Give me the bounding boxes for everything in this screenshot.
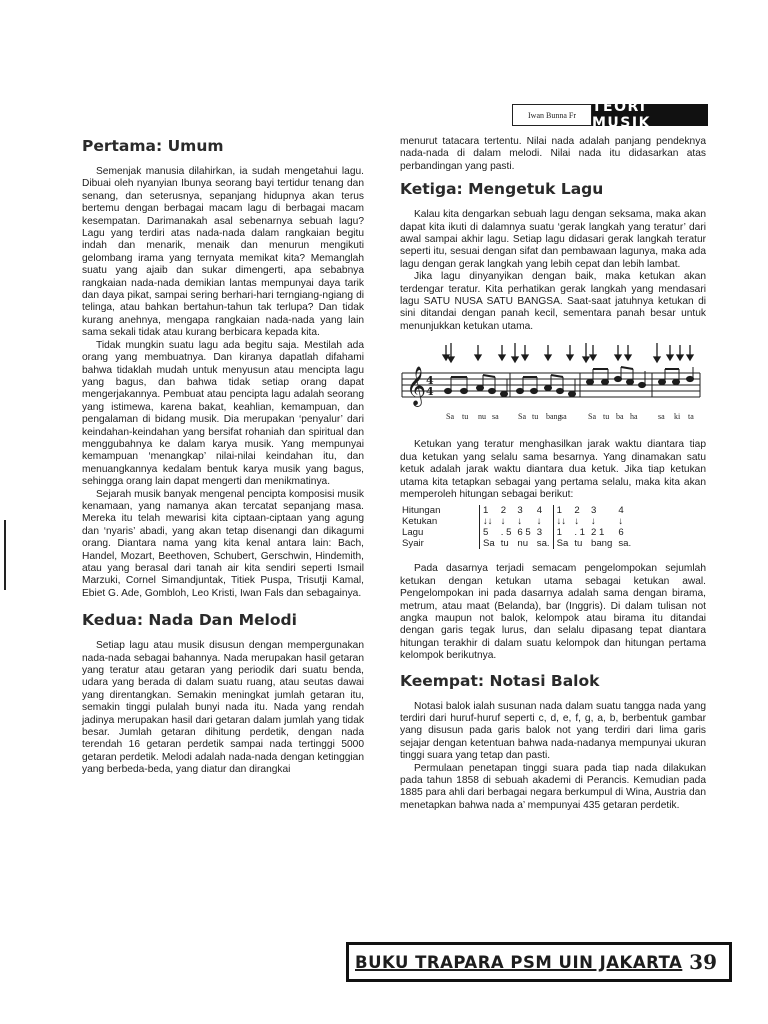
cell: ↓ xyxy=(500,516,506,528)
count-table-grid xyxy=(400,505,634,549)
header-title: TEORI MUSIK xyxy=(592,104,708,126)
lyric-syllable: ki xyxy=(674,412,681,422)
cell: 6 5 xyxy=(517,527,531,539)
cell: sa. xyxy=(536,538,550,550)
cell: 5 xyxy=(483,527,489,539)
cell: . 1 xyxy=(574,527,585,539)
paragraph: Notasi balok ialah susunan nada dalam suatu tangga nada yang terdiri dari huruf-huruf seperti c, d, e, f, g, a, b, berbentuk gambar yang disusun pada garis balok not yang terdiri dari lima garis sejajar dengan ketentuan bahwa nada-nadanya mempunyai ukuran tinggi suara yang tetap dan pasti. xyxy=(400,700,706,762)
lyric-syllable: ta xyxy=(688,412,694,422)
heading-kedua: Kedua: Nada Dan Melodi xyxy=(82,611,297,630)
header-author: Iwan Bunna Fr xyxy=(512,104,592,126)
paragraph: Setiap lagu atau musik disusun dengan mempergunakan nada-nada sebagai bahannya. Nada merupakan hasil getaran yang teratur atau getaran yang periodik dari suatu benda, udara yang berada di dalam suatu ruang, atau seutas dawai yang direntangkan. Semakin meningkat jumlah getaran itu, semakin tinggi pulalah bunyi nada itu. Nada yang rendah jadinya merupakan hasil dari getaran dalam jumlah yang tidak besar. Jumlah getaran dihitung perdetik, dengan nada terendah 16 getaran perdetik sampai nada tertinggi 5000 getaran perdetik. Melodi adalah nada-nada dengan ketinggian yang berbeda-beda, yang diatur dan dirangkai xyxy=(82,640,364,776)
heading-pertama: Pertama: Umum xyxy=(82,137,224,155)
lyric-syllable: sa xyxy=(492,412,499,422)
paragraph: Kalau kita dengarkan sebuah lagu dengan seksama, maka akan dapat kita ikuti di dalamnya suatu ‘gerak langkah yang teratur’ dari awal sampai akhir lagu. Setiap lagu didasari gerak langkah teratur seperti itu, sesuai dengan sifat dan pembawaan lagunya, maka ada lagu dengan gerak langkah yang lebih cepat dan lebih lambat. xyxy=(400,209,706,270)
paragraph: Pada dasarnya terjadi semacam pengelompokan sejumlah ketukan dengan ketukan utama sebagai ketukan awal. Pengelompokan ini pada dasarnya adalah sama dengan birama, metrum, atau maat (Belanda), bar (Inggris). Di dalam tulisan not angka maupun not balok, kelompok atau birama itu ditandai dengan garis tegak lurus, dan selalu dipasang tepat diantara hitungan terakhir di dalam suatu kelompok dan hitungan pertama kelompok berikutnya. xyxy=(400,563,706,662)
row-label: Hitungan xyxy=(402,505,441,517)
cell: 2 xyxy=(574,505,580,517)
music-staff-figure xyxy=(400,337,706,435)
lyric-syllable: ba xyxy=(616,412,624,422)
cell: ↓ xyxy=(591,516,596,528)
paragraph: menurut tatacara tertentu. Nilai nada adalah panjang pendeknya nada-nada di dalam melodi. Nilai nada itu didasarkan atas perbandingan yang pasti. xyxy=(400,136,706,172)
lyric-syllable: ha xyxy=(630,412,638,422)
cell: ↓ xyxy=(574,516,580,528)
cell: ↓ xyxy=(618,516,624,528)
paragraph: Ketukan yang teratur menghasilkan jarak waktu diantara tiap dua ketukan yang selalu sama besarnya. Yang dinamakan satu ketuk adalah jarak waktu diantara dua ketuk. Jika tiap ketukan utama kita tetapkan sebagai yang pertama selalu, maka kita akan memperoleh hitungan sebagai berikut: xyxy=(400,439,706,500)
cell: 3 xyxy=(591,505,597,517)
lyric-syllable: nu xyxy=(478,412,486,422)
cell: Sa xyxy=(483,538,495,550)
heading-keempat: Keempat: Notasi Balok xyxy=(400,671,600,690)
cell: 2 xyxy=(500,505,507,517)
cell: ↓ xyxy=(517,516,523,528)
cell: Sa xyxy=(556,538,569,550)
cell: . 5 xyxy=(500,527,512,539)
paragraph: Permulaan penetapan tinggi suara pada tiap nada dilakukan pada tahun 1858 di sebuah akademi di Perancis. Kemudian pada 1885 para ahli dari berbagai negara berkumpul di Wina, Austria dan menetapkan bahwa nada a’ mempunyai 435 getaran perdetik. xyxy=(400,762,706,811)
svg-text:4: 4 xyxy=(426,385,434,399)
beat-arrows xyxy=(443,343,693,362)
lyric-syllable: Sa xyxy=(446,412,454,422)
cell: 4 xyxy=(618,505,624,517)
paragraph: Tidak mungkin suatu lagu ada begitu saja. Mestilah ada orang yang membuatnya. Dan kiranya dapatlah difahami bahwa tidaklah mudah untuk menyusun atau mencipta lagu yang bagus, dan bahwa tidak setiap orang dapat mengerjakannya. Pembuat atau pencipta lagu adalah seorang yang istimewa, karena bakat, keahlian, kemampuan, dan pengalaman di bidang musik. Dia merupakan ‘penyalur’ dari keindahan-keindahan yang bersifat rohaniah dan spiritual dan menggubahnya ke dalam karya musik. Yang mempunyai kemampuan ‘menangkap’ nilai-nilai keindahan itu, dan menuangkannya kedalam bentuk karya musik yang bagus, sehingga orang lain dapat mengerti dan menikmatinya. xyxy=(82,339,364,488)
page-header xyxy=(512,99,708,131)
treble-clef-icon: 𝄞 xyxy=(406,366,427,407)
cell: sa. xyxy=(618,538,632,550)
cell: 4 xyxy=(536,505,543,517)
notes xyxy=(445,367,694,397)
cell: ↓↓ xyxy=(483,516,493,528)
paragraph: Sejarah musik banyak mengenal pencipta komposisi musik kenamaan, yang namanya akan tercatat sepanjang masa. Mereka itu telah mewarisi kita ciptaan-ciptaan yang agung dan ‘nyaris’ abadi, yang akan tetap disenangi dan dikagumi orang. Diantara nama yang kita kenal antara lain: Bach, Handel, Mozart, Beethoven, Schubert, Gerschwin, Hindemith, atau yang berasal dari tanah air kita sendiri seperti Ismail Marzuki, Cornel Simandjuntak, Titiek Puspa, Trisutji Kamal, Ebiet G. Ade, Gombloh, Leo Kristi, Iwan Fals dan sebagainya. xyxy=(82,488,364,599)
lyric-syllable: sa xyxy=(560,412,567,422)
staff-lyrics xyxy=(446,412,694,421)
count-table xyxy=(400,505,706,553)
cell: nu xyxy=(517,538,529,550)
svg-text:4: 4 xyxy=(426,374,434,388)
cell: 1 xyxy=(556,505,562,517)
cell: 6 xyxy=(618,527,624,539)
heading-ketiga: Ketiga: Mengetuk Lagu xyxy=(400,180,604,199)
paragraph: Semenjak manusia dilahirkan, ia sudah mengetahui lagu. Dibuai oleh nyanyian Ibunya seorang bayi tertidur tenang dan senang, dan seterusnya, sepanjang hidupnya akan terus bertemu dengan berbagai macam lagu di berbagai macam kesempatan. Darimanakah asal sebenarnya sebuah lagu? Lagu yang terdiri atas nada-nada dalam rangkaian begitu indah dan menarik, menaik dan menurun mengikuti gelombang irama yang ternyata memikat kita? Memanglah suatu yang ajaib dan sukar dimengerti, apa sebabnya rangkaian nada-nada demikian lantas mempunyai daya tarik dan daya pikat, sampai sering berhari-hari terngiang-ngiang di telinga, atau bahkan bertahun-tahun tak terlupa? Dan tidak kurang anehnya, mengapa rangkaian nada-nada yang lain sama sekali tidak atau kurang berbicara kepada kita. xyxy=(82,166,364,339)
lyric-syllable: Sa xyxy=(588,412,596,422)
paragraph: Jika lagu dinyanyikan dengan baik, maka ketukan akan terdengar teratur. Kita perhatikan gerak langkah yang mendasari lagu SATU NUSA SATU BANGSA. Saat-saat jatuhnya ketukan di sini ditandai dengan panah kecil, sementara panah besar untuk menunjukkan ketukan utama. xyxy=(400,271,706,332)
cell: 2 1 xyxy=(591,527,605,539)
page-footer xyxy=(346,942,732,982)
cell: 3 xyxy=(536,527,543,539)
cell: ↓ xyxy=(536,516,542,528)
row-label: Ketukan xyxy=(402,516,438,528)
lyric-syllable: tu xyxy=(462,412,469,422)
lyric-syllable: tu xyxy=(603,412,610,422)
row-label: Lagu xyxy=(402,527,424,539)
left-column xyxy=(82,136,364,777)
cell: 1 xyxy=(483,505,489,517)
cell: ↓↓ xyxy=(556,516,567,528)
cell: tu xyxy=(574,538,583,550)
cell: 3 xyxy=(517,505,523,517)
footer-title: BUKU TRAPARA PSM UIN JAKARTA xyxy=(355,952,683,972)
row-label: Syair xyxy=(402,538,424,550)
right-column xyxy=(400,136,706,812)
lyric-syllable: Sa xyxy=(518,412,526,422)
cell: bang xyxy=(591,538,613,550)
cell: tu xyxy=(500,538,509,550)
lyric-syllable: tu xyxy=(532,412,539,422)
lyric-syllable: sa xyxy=(658,412,665,422)
music-staff xyxy=(400,337,706,435)
lyric-syllable: bang xyxy=(546,412,562,422)
cell: 1 xyxy=(556,527,562,539)
margin-mark xyxy=(4,520,6,590)
page-number: 39 xyxy=(689,950,717,974)
